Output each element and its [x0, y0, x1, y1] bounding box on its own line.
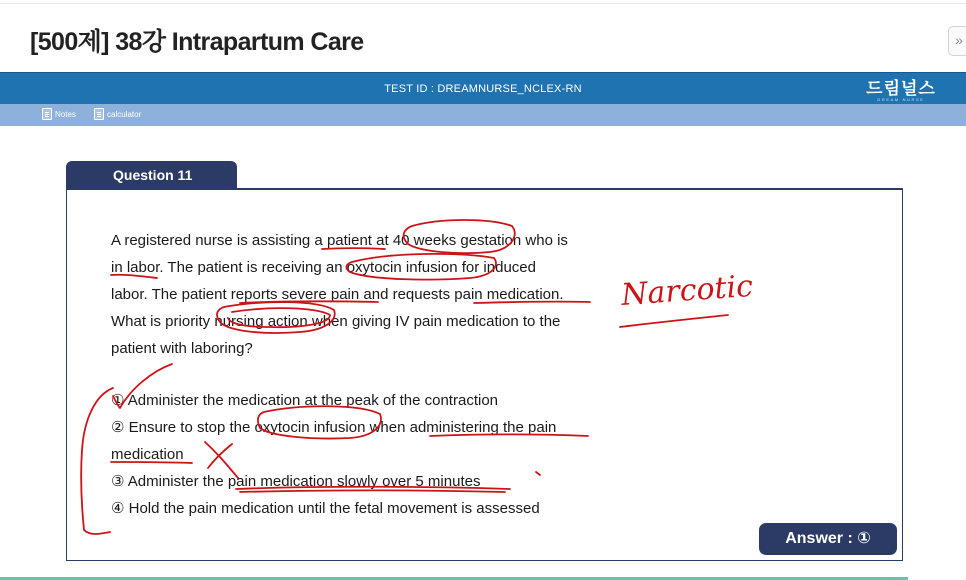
- calculator-label: calculator: [107, 109, 142, 119]
- collapse-panel-button[interactable]: »: [948, 26, 966, 56]
- stem-line: A registered nurse is assisting a patient at 40 weeks gestation who is: [111, 232, 568, 249]
- option-3[interactable]: ③ Administer the pain medication slowly over 5 minutes: [111, 473, 481, 490]
- tool-bar: [0, 104, 966, 126]
- stem-line: patient with laboring?: [111, 340, 253, 357]
- option-1[interactable]: ① Administer the medication at the peak of the contraction: [111, 392, 498, 409]
- option-2-continuation[interactable]: medication: [111, 446, 184, 463]
- option-4[interactable]: ④ Hold the pain medication until the fetal movement is assessed: [111, 500, 540, 517]
- question-number-tab: Question 11: [66, 161, 237, 189]
- notes-label: Notes: [55, 109, 76, 119]
- notepad-icon: [42, 108, 52, 120]
- test-id-label: TEST ID : DREAMNURSE_NCLEX-RN: [384, 83, 582, 95]
- exam-header: [0, 72, 966, 104]
- calculator-button[interactable]: [94, 108, 141, 120]
- stem-line: labor. The patient reports severe pain and requests pain medication.: [111, 286, 564, 303]
- stem-line: What is priority nursing action when giving IV pain medication to the: [111, 313, 561, 330]
- option-2[interactable]: ② Ensure to stop the oxytocin infusion when administering the pain: [111, 419, 557, 436]
- brand-name: 드림널스: [866, 79, 936, 98]
- page-title: [500제] 38강 Intrapartum Care: [30, 28, 364, 56]
- brand-logo: [866, 80, 936, 102]
- answer-options: [111, 387, 611, 522]
- brand-tagline: DREAM NURSE: [877, 97, 925, 102]
- answer-button[interactable]: Answer : ①: [759, 523, 897, 555]
- stem-line: in labor. The patient is receiving an oxytocin infusion for induced: [111, 259, 536, 276]
- top-divider: [0, 3, 966, 4]
- question-panel: [66, 188, 903, 561]
- ink-handwritten-note: Narcotic: [620, 268, 755, 313]
- question-stem: [111, 227, 611, 362]
- notes-button[interactable]: [42, 108, 76, 120]
- calculator-icon: [94, 108, 104, 120]
